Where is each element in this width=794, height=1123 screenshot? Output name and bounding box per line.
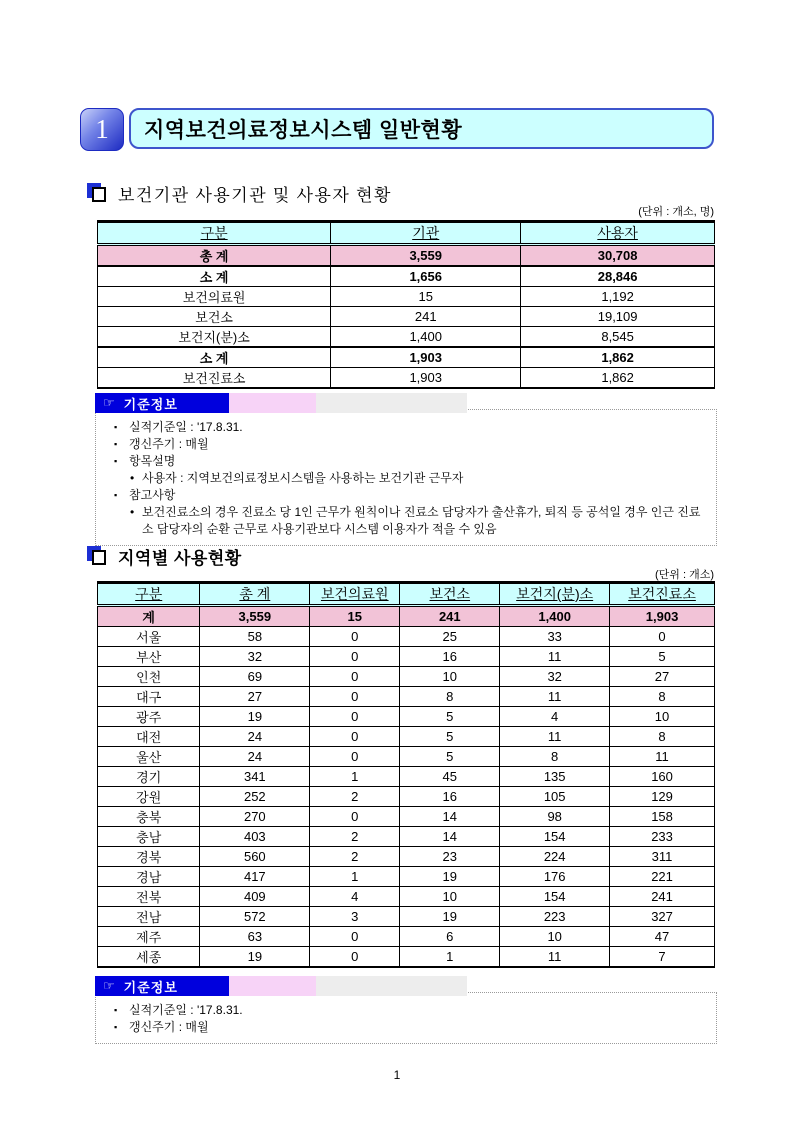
value-cell: 4 [310,887,400,907]
value-cell: 19 [200,707,310,727]
value-cell: 11 [610,747,715,767]
column-header: 기관 [331,222,521,245]
row-label-cell: 계 [98,606,200,627]
value-cell: 8 [610,727,715,747]
row-label-cell: 총 계 [98,245,331,267]
value-cell: 135 [500,767,610,787]
value-cell: 32 [200,647,310,667]
reference-info-box [95,978,717,1044]
table-row [98,847,715,867]
square-bullet-icon [87,183,108,204]
value-cell: 2 [310,827,400,847]
value-cell: 47 [610,927,715,947]
value-cell: 0 [310,927,400,947]
row-label-cell: 대전 [98,727,200,747]
value-cell: 14 [400,827,500,847]
value-cell: 2 [310,847,400,867]
value-cell: 10 [400,887,500,907]
value-cell: 241 [331,307,521,327]
value-cell: 11 [500,947,610,968]
value-cell: 158 [610,807,715,827]
value-cell: 27 [200,687,310,707]
value-cell: 154 [500,887,610,907]
table-body [98,245,715,389]
row-label-cell: 경남 [98,867,200,887]
value-cell: 0 [610,627,715,647]
info-item-text: 실적기준일 : '17.8.31. [129,1003,243,1017]
table-row [98,606,715,627]
value-cell: 5 [400,707,500,727]
value-cell: 3 [310,907,400,927]
info-item-text: 항목설명 [129,454,176,468]
value-cell: 0 [310,667,400,687]
value-cell: 15 [331,287,521,307]
value-cell: 270 [200,807,310,827]
info-bar-gray-segment [316,976,467,996]
unit-note: (단위 : 개소, 명) [638,206,714,218]
value-cell: 4 [500,707,610,727]
column-header: 보건지(분)소 [500,583,610,606]
value-cell: 19 [400,867,500,887]
column-header: 구분 [98,583,200,606]
value-cell: 241 [400,606,500,627]
row-label-cell: 전남 [98,907,200,927]
value-cell: 0 [310,647,400,667]
table-row [98,767,715,787]
regional-usage-table [97,581,715,968]
section-heading-label: 보건기관 사용기관 및 사용자 현황 [118,186,392,205]
value-cell: 7 [610,947,715,968]
info-bar-title-segment [95,393,229,413]
table-row [98,927,715,947]
table-row [98,627,715,647]
row-label-cell: 보건진료소 [98,368,331,389]
value-cell: 11 [500,687,610,707]
table-row [98,245,715,267]
value-cell: 63 [200,927,310,947]
value-cell: 0 [310,807,400,827]
value-cell: 1,903 [331,368,521,389]
value-cell: 1,903 [610,606,715,627]
value-cell: 327 [610,907,715,927]
value-cell: 0 [310,687,400,707]
value-cell: 572 [200,907,310,927]
value-cell: 23 [400,847,500,867]
row-label-cell: 대구 [98,687,200,707]
section-heading-regional-usage [87,544,242,569]
value-cell: 3,559 [331,245,521,267]
document-title-bar [80,108,714,151]
value-cell: 241 [610,887,715,907]
value-cell: 6 [400,927,500,947]
value-cell: 98 [500,807,610,827]
table-row [98,687,715,707]
info-item-text: 사용자 : 지역보건의료정보시스템을 사용하는 보건기관 근무자 [142,471,464,485]
value-cell: 409 [200,887,310,907]
table-row [98,807,715,827]
info-item [104,453,708,470]
pointing-hand-icon: ☞ [103,978,116,993]
info-bar-title-segment [95,976,229,996]
value-cell: 14 [400,807,500,827]
value-cell: 252 [200,787,310,807]
value-cell: 560 [200,847,310,867]
info-box-title: 기준정보 [123,979,178,995]
value-cell: 224 [500,847,610,867]
value-cell: 32 [500,667,610,687]
table-header [98,583,715,606]
value-cell: 154 [500,827,610,847]
table-row [98,867,715,887]
value-cell: 2 [310,787,400,807]
value-cell: 129 [610,787,715,807]
table-row [98,787,715,807]
value-cell: 223 [500,907,610,927]
info-item [104,419,708,436]
institution-user-table [97,220,715,389]
value-cell: 8 [500,747,610,767]
value-cell: 0 [310,727,400,747]
value-cell: 1,862 [521,368,715,389]
info-item-text: 보건진료소의 경우 진료소 당 1인 근무가 원칙이나 진료소 담당자가 출산휴가, 퇴직 등 공석일 경우 인근 진료소 담당자의 순환 근무로 사용기관보다 시스템 이용자가 적을 수 있음 [142,505,701,536]
header-row [98,222,715,245]
column-header: 총 계 [200,583,310,606]
column-header: 보건소 [400,583,500,606]
value-cell: 1,192 [521,287,715,307]
value-cell: 311 [610,847,715,867]
reference-info-box [95,395,717,546]
value-cell: 1 [310,867,400,887]
table-row [98,307,715,327]
table-body [98,606,715,968]
info-item-list [104,419,708,538]
value-cell: 10 [400,667,500,687]
table-row [98,287,715,307]
table-row [98,947,715,968]
unit-note: (단위 : 개소) [655,569,714,581]
info-item [104,1019,708,1036]
row-label-cell: 보건의료원 [98,287,331,307]
info-box-title: 기준정보 [123,396,178,412]
info-item [104,470,708,487]
reference-info-header-bar [95,976,467,996]
value-cell: 417 [200,867,310,887]
row-label-cell: 소 계 [98,347,331,368]
info-item-text: 실적기준일 : '17.8.31. [129,420,243,434]
info-item-text: 갱신주기 : 매월 [129,437,209,451]
value-cell: 176 [500,867,610,887]
square-bullet-glyph: ▪ [114,1022,118,1032]
header-row [98,583,715,606]
table-row [98,907,715,927]
value-cell: 105 [500,787,610,807]
info-item-list [104,1002,708,1036]
table-header [98,222,715,245]
info-item [104,504,708,538]
section-heading-institution-users [87,181,392,206]
value-cell: 27 [610,667,715,687]
value-cell: 19,109 [521,307,715,327]
value-cell: 0 [310,627,400,647]
row-label-cell: 전북 [98,887,200,907]
value-cell: 58 [200,627,310,647]
reference-info-header-bar [95,393,467,413]
square-bullet-icon [87,546,108,567]
value-cell: 1,400 [500,606,610,627]
row-label-cell: 세종 [98,947,200,968]
table-row [98,368,715,389]
value-cell: 15 [310,606,400,627]
value-cell: 11 [500,647,610,667]
value-cell: 8 [610,687,715,707]
table-row [98,827,715,847]
info-item-text: 갱신주기 : 매월 [129,1020,209,1034]
dot-bullet-glyph: • [130,505,135,519]
row-label-cell: 서울 [98,627,200,647]
page-title: 지역보건의료정보시스템 일반현황 [129,108,714,149]
column-header: 구분 [98,222,331,245]
value-cell: 1 [310,767,400,787]
value-cell: 5 [400,727,500,747]
value-cell: 1,903 [331,347,521,368]
column-header: 보건의료원 [310,583,400,606]
square-bullet-glyph: ▪ [114,490,118,500]
pointing-hand-icon: ☞ [103,395,116,410]
value-cell: 10 [500,927,610,947]
square-bullet-glyph: ▪ [114,456,118,466]
section-heading-label: 지역별 사용현황 [118,549,242,568]
value-cell: 10 [610,707,715,727]
column-header: 사용자 [521,222,715,245]
info-bar-gray-segment [316,393,467,413]
info-item [104,436,708,453]
value-cell: 11 [500,727,610,747]
value-cell: 33 [500,627,610,647]
value-cell: 69 [200,667,310,687]
info-bar-pink-segment [229,976,316,996]
table-row [98,347,715,368]
square-bullet-glyph: ▪ [114,439,118,449]
value-cell: 160 [610,767,715,787]
table-row [98,266,715,287]
value-cell: 8,545 [521,327,715,348]
value-cell: 221 [610,867,715,887]
table-row [98,887,715,907]
page-number: 1 [393,1068,401,1082]
dot-bullet-glyph: • [130,471,135,485]
table-row [98,727,715,747]
section-number-badge: 1 [80,108,124,151]
info-item [104,487,708,504]
value-cell: 30,708 [521,245,715,267]
value-cell: 19 [200,947,310,968]
info-bar-pink-segment [229,393,316,413]
table-row [98,327,715,348]
value-cell: 16 [400,647,500,667]
row-label-cell: 광주 [98,707,200,727]
value-cell: 19 [400,907,500,927]
row-label-cell: 인천 [98,667,200,687]
value-cell: 1 [400,947,500,968]
row-label-cell: 제주 [98,927,200,947]
row-label-cell: 경북 [98,847,200,867]
value-cell: 233 [610,827,715,847]
info-item-text: 참고사항 [129,488,176,502]
value-cell: 3,559 [200,606,310,627]
table-row [98,647,715,667]
value-cell: 1,656 [331,266,521,287]
row-label-cell: 충북 [98,807,200,827]
row-label-cell: 부산 [98,647,200,667]
value-cell: 0 [310,747,400,767]
value-cell: 1,862 [521,347,715,368]
value-cell: 25 [400,627,500,647]
value-cell: 8 [400,687,500,707]
column-header: 보건진료소 [610,583,715,606]
row-label-cell: 충남 [98,827,200,847]
square-bullet-glyph: ▪ [114,1005,118,1015]
row-label-cell: 경기 [98,767,200,787]
value-cell: 1,400 [331,327,521,348]
table-row [98,667,715,687]
value-cell: 45 [400,767,500,787]
value-cell: 28,846 [521,266,715,287]
row-label-cell: 보건지(분)소 [98,327,331,348]
value-cell: 403 [200,827,310,847]
table-row [98,747,715,767]
row-label-cell: 울산 [98,747,200,767]
square-bullet-glyph: ▪ [114,422,118,432]
value-cell: 24 [200,727,310,747]
row-label-cell: 소 계 [98,266,331,287]
value-cell: 24 [200,747,310,767]
value-cell: 0 [310,947,400,968]
value-cell: 5 [610,647,715,667]
row-label-cell: 보건소 [98,307,331,327]
value-cell: 0 [310,707,400,727]
table-row [98,707,715,727]
row-label-cell: 강원 [98,787,200,807]
value-cell: 5 [400,747,500,767]
info-item [104,1002,708,1019]
value-cell: 341 [200,767,310,787]
value-cell: 16 [400,787,500,807]
